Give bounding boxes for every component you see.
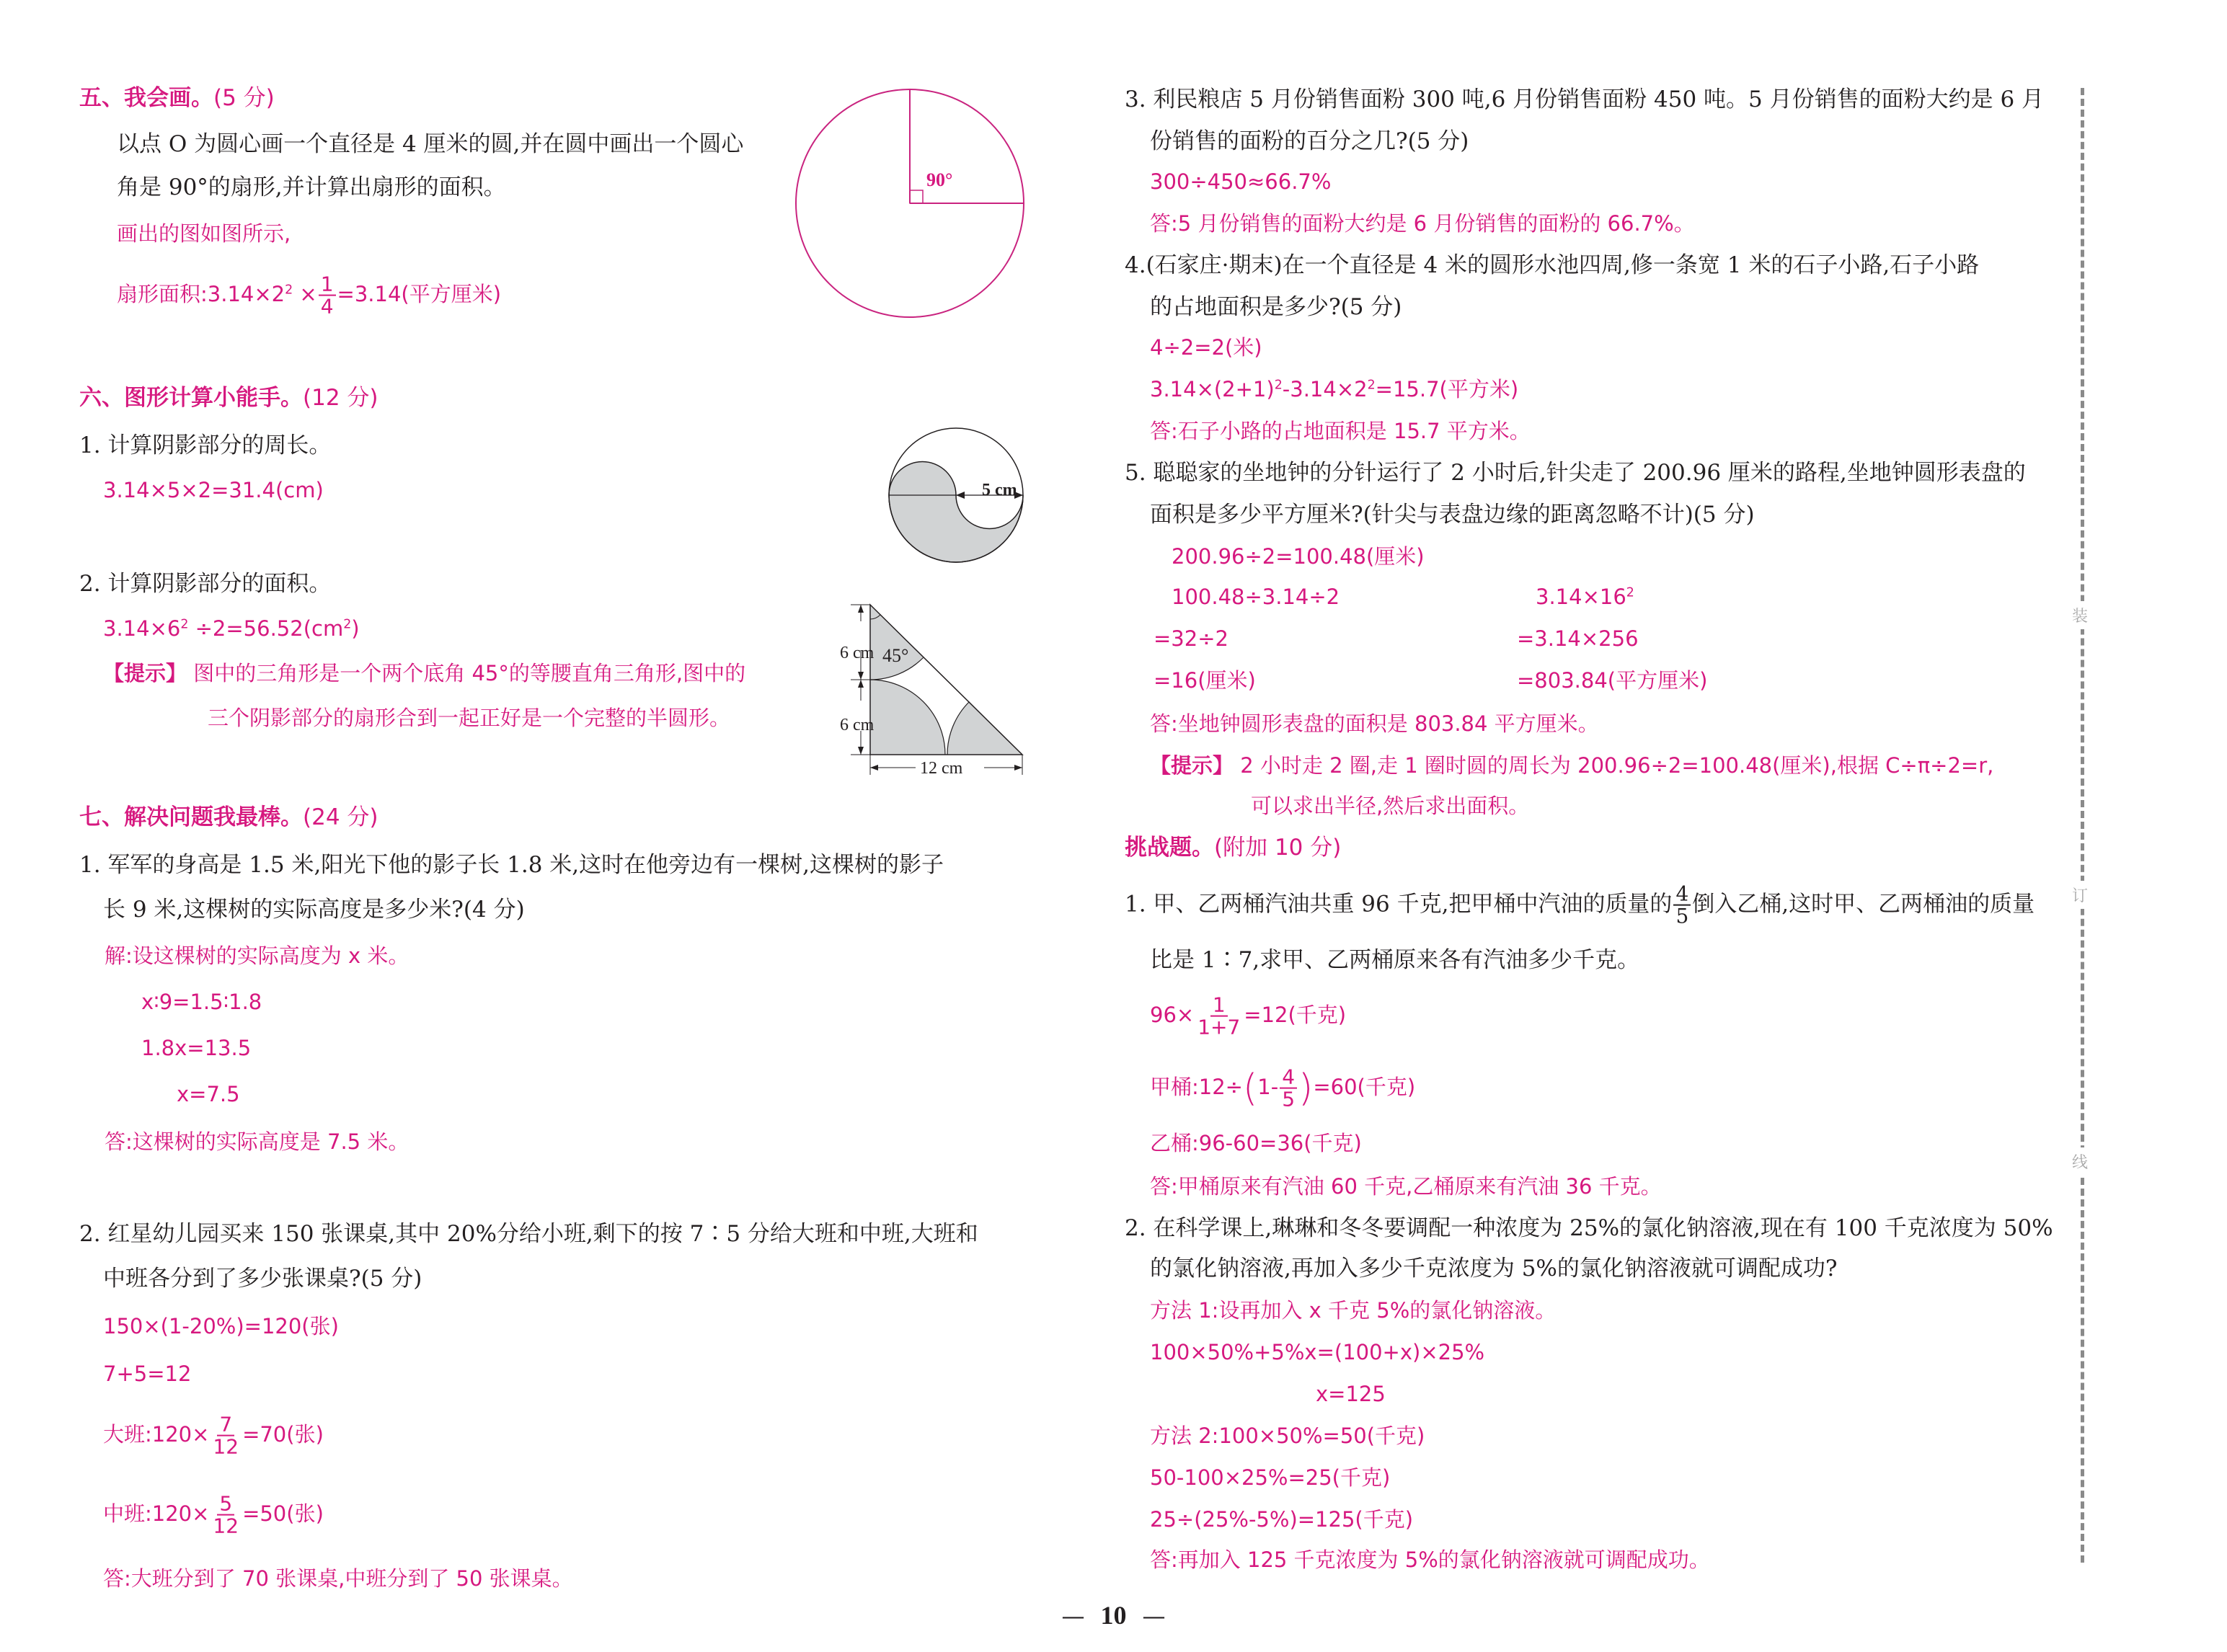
formula-part: -3.14×2 (1282, 377, 1368, 401)
s7-q1-line-2: 长 9 米,这棵树的实际高度是多少米?(4 分) (103, 897, 525, 923)
s7-q2-line-2: 中班各分到了多少张课桌?(5 分) (103, 1266, 422, 1292)
exponent: 2 (285, 283, 293, 298)
q3-line-2: 份销售的面粉的百分之几?(5 分) (1150, 128, 1469, 154)
challenge-heading (1125, 833, 1341, 862)
q4-line-1: 4.(石家庄·期末)在一个直径是 4 米的圆形水池四周,修一条宽 1 米的石子小路,石子小路 (1125, 252, 1980, 278)
challenge-2-answer-5: 50-100×25%=25(千克) (1150, 1465, 1391, 1490)
section-points: (24 分) (303, 804, 378, 830)
challenge-2-answer-7: 答:再加入 125 千克浓度为 5%的氯化钠溶液就可调配成功。 (1150, 1547, 1710, 1572)
q5-answer-4-right: =803.84(平方厘米) (1517, 668, 1708, 693)
numerator: 7 (217, 1414, 234, 1436)
denominator: 12 (213, 1435, 239, 1459)
q5-answer-3-left: =32÷2 (1154, 626, 1228, 651)
numerator: 5 (217, 1493, 234, 1516)
challenge-1-answer-4: 答:甲桶原来有汽油 60 千克,乙桶原来有汽油 36 千克。 (1150, 1174, 1662, 1199)
s7-q2-answer-5: 答:大班分到了 70 张课桌,中班分到了 50 张课桌。 (103, 1566, 573, 1591)
fraction (211, 1414, 241, 1458)
formula-part: 3.14×(2+1) (1150, 377, 1275, 401)
q5-answer-2-left: 100.48÷3.14÷2 (1172, 585, 1340, 609)
exponent: 2 (343, 617, 352, 632)
s6-answer-2 (103, 614, 360, 643)
denominator: 5 (1675, 905, 1689, 928)
formula-part: 3.14×16 (1536, 585, 1626, 609)
binding-dashed-line (2081, 88, 2084, 1563)
q4-answer-1: 4÷2=2(米) (1150, 335, 1262, 360)
challenge-1-answer-2 (1150, 1067, 1415, 1111)
numerator: 4 (1673, 884, 1691, 906)
section-points: (附加 10 分) (1214, 835, 1342, 861)
formula-part: =60(千克) (1313, 1075, 1416, 1099)
s7-q2-answer-2: 7+5=12 (103, 1362, 192, 1386)
q3-line-1: 3. 利民粮店 5 月份销售面粉 300 吨,6 月份销售面粉 450 吨。5 月份销售的面粉大约是 6 月 (1125, 86, 2045, 112)
denominator: 12 (213, 1514, 239, 1538)
s5-answer-formula (117, 274, 501, 318)
q5-hint-line-1 (1150, 751, 1993, 780)
q5-answer-1: 200.96÷2=100.48(厘米) (1172, 544, 1425, 569)
s7-q1-answer-1: 解:设这棵树的实际高度为 x 米。 (105, 943, 409, 968)
q4-answer-2 (1150, 375, 1518, 404)
s5-answer-line-1: 画出的图如图所示, (117, 221, 291, 246)
s5-question-line-2: 角是 90°的扇形,并计算出扇形的面积。 (117, 174, 506, 200)
section-points: (12 分) (303, 385, 378, 411)
q4-answer-3: 答:石子小路的占地面积是 15.7 平方米。 (1150, 419, 1531, 443)
s7-q2-line-1: 2. 红星幼儿园买来 150 张课桌,其中 20%分给小班,剩下的按 7∶5 分给大班和中班,大班和 (79, 1221, 978, 1247)
challenge-2-line-2: 的氯化钠溶液,再加入多少千克浓度为 5%的氯化钠溶液就可调配成功? (1150, 1256, 1838, 1282)
fraction (211, 1493, 241, 1537)
question-text: 倒入乙桶,这时甲、乙两桶油的质量 (1692, 891, 2035, 918)
fraction (319, 274, 336, 318)
q5-hint-line-2: 可以求出半径,然后求出面积。 (1251, 794, 1530, 818)
binding-mark-ding: 订 (2072, 881, 2088, 909)
q5-answer-5: 答:坐地钟圆形表盘的面积是 803.84 平方厘米。 (1150, 711, 1599, 736)
challenge-1-answer-1 (1150, 992, 1347, 1039)
formula-part: 1- (1257, 1075, 1279, 1099)
q5-answer-4-left: =16(厘米) (1154, 668, 1256, 693)
fraction (1195, 992, 1242, 1039)
hint-text: 2 小时走 2 圈,走 1 圈时圆的周长为 200.96÷2=100.48(厘米),根据 C÷π÷2=r, (1240, 753, 1994, 778)
s7-q2-answer-1: 150×(1-20%)=120(张) (103, 1314, 339, 1338)
hint-tag: 【提示】 (1150, 753, 1234, 778)
s6-question-1: 1. 计算阴影部分的周长。 (79, 432, 332, 458)
challenge-1-line-2: 比是 1∶7,求甲、乙两桶原来各有汽油多少千克。 (1150, 947, 1640, 973)
formula-part: =3.14(平方厘米) (337, 282, 502, 306)
section-title: 七、解决问题我最棒。 (79, 804, 303, 830)
big-paren-right: ) (1298, 1067, 1314, 1110)
formula-part: ÷2=56.52(cm (188, 616, 344, 641)
figure-label-5cm: 5 cm (982, 481, 1017, 499)
section-points: (5 分) (213, 85, 275, 111)
challenge-2-answer-1: 方法 1:设再加入 x 千克 5%的氯化钠溶液。 (1150, 1298, 1557, 1323)
challenge-2-answer-6: 25÷(25%-5%)=125(千克) (1150, 1507, 1414, 1532)
exponent: 2 (1367, 378, 1376, 393)
figure-label-6cm-bottom: 6 cm (840, 716, 875, 734)
exponent: 2 (1274, 378, 1283, 393)
challenge-2-answer-3: x=125 (1316, 1382, 1386, 1406)
numerator: 4 (1280, 1067, 1297, 1089)
s6-question-2: 2. 计算阴影部分的面积。 (79, 571, 332, 597)
s6-hint-line-1 (103, 659, 745, 688)
s5-question-line-1: 以点 O 为圆心画一个直径是 4 厘米的圆,并在圆中画出一个圆心 (117, 131, 744, 157)
s7-q1-answer-4: x=7.5 (177, 1082, 240, 1106)
numerator: 1 (1210, 995, 1228, 1017)
figure-label-45deg: 45° (882, 645, 909, 666)
section-5-heading (79, 84, 275, 112)
challenge-1-answer-3: 乙桶:96-60=36(千克) (1150, 1131, 1362, 1155)
figure-label-6cm-top: 6 cm (840, 644, 875, 662)
q3-answer-1: 300÷450≈66.7% (1150, 169, 1332, 194)
formula-part: 扇形面积:3.14×2 (117, 282, 285, 306)
challenge-2-answer-2: 100×50%+5%x=(100+x)×25% (1150, 1340, 1485, 1364)
challenge-2-answer-4: 方法 2:100×50%=50(千克) (1150, 1424, 1425, 1448)
s7-q1-answer-2: x∶9=1.5∶1.8 (141, 990, 262, 1014)
s7-q1-answer-5: 答:这棵树的实际高度是 7.5 米。 (105, 1129, 409, 1154)
s6-answer-1: 3.14×5×2=31.4(cm) (103, 478, 324, 502)
denominator: 5 (1282, 1088, 1296, 1111)
fraction (1673, 881, 1691, 928)
challenge-2-line-1: 2. 在科学课上,琳琳和冬冬要调配一种浓度为 25%的氯化钠溶液,现在有 100 千克浓度为 50% (1125, 1215, 2053, 1241)
formula-part: 甲桶:12÷ (1150, 1075, 1243, 1099)
formula-part: 3.14×6 (103, 616, 181, 641)
hint-tag: 【提示】 (103, 661, 187, 685)
s7-q1-answer-3: 1.8x=13.5 (141, 1036, 252, 1060)
formula-part: =15.7(平方米) (1375, 377, 1519, 401)
denominator: 4 (320, 295, 334, 319)
numerator: 1 (319, 274, 336, 296)
circle-sector-figure (793, 86, 1027, 321)
section-6-heading (79, 383, 378, 412)
figure-label-12cm: 12 cm (920, 759, 963, 778)
binding-mark-zhuang: 装 (2072, 601, 2088, 629)
page-number: 10 (1100, 1601, 1127, 1630)
footer-dash-left: — (1061, 1602, 1085, 1630)
question-text: 1. 甲、乙两桶汽油共重 96 千克,把甲桶中汽油的质量的 (1125, 891, 1673, 918)
angle-label-90: 90° (926, 169, 953, 190)
binding-mark-xian: 线 (2072, 1147, 2088, 1176)
s7-q1-line-1: 1. 军军的身高是 1.5 米,阳光下他的影子长 1.8 米,这时在他旁边有一棵树,这棵树的影子 (79, 852, 944, 878)
page-footer (0, 1600, 2227, 1630)
s7-q2-answer-3 (103, 1414, 324, 1458)
formula-part: =12(千克) (1244, 1003, 1347, 1027)
denominator: 1+7 (1197, 1016, 1241, 1039)
formula-part: =50(张) (242, 1501, 324, 1526)
q5-line-1: 5. 聪聪家的坐地钟的分针运行了 2 小时后,针尖走了 200.96 厘米的路程,坐地钟圆形表盘的 (1125, 460, 2026, 486)
q5-line-2: 面积是多少平方厘米?(针尖与表盘边缘的距离忽略不计)(5 分) (1150, 502, 1755, 528)
exponent: 2 (180, 617, 189, 632)
q5-answer-2-right (1536, 582, 1634, 611)
formula-part: 中班:120× (103, 1501, 210, 1526)
q4-line-2: 的占地面积是多少?(5 分) (1150, 294, 1402, 320)
s7-q2-answer-4 (103, 1493, 324, 1537)
footer-dash-right: — (1142, 1602, 1166, 1630)
hint-text: 图中的三角形是一个两个底角 45°的等腰直角三角形,图中的 (193, 661, 746, 685)
exponent: 2 (1626, 585, 1634, 600)
s6-hint-line-2: 三个阴影部分的扇形合到一起正好是一个完整的半圆形。 (208, 706, 731, 730)
formula-part: × (293, 282, 317, 306)
section-title: 挑战题。 (1125, 835, 1214, 861)
section-7-heading (79, 803, 378, 832)
section-title: 五、我会画。 (79, 85, 213, 111)
q3-answer-2: 答:5 月份销售的面粉大约是 6 月份销售的面粉的 66.7%。 (1150, 211, 1695, 236)
section-title: 六、图形计算小能手。 (79, 385, 303, 411)
formula-part: 96× (1150, 1003, 1195, 1027)
challenge-1-line-1 (1125, 881, 2035, 928)
formula-part: ) (351, 616, 360, 641)
formula-part: =70(张) (242, 1422, 324, 1447)
fraction (1280, 1067, 1297, 1111)
q5-answer-3-right: =3.14×256 (1517, 626, 1639, 651)
big-paren-left: ( (1242, 1067, 1258, 1110)
formula-part: 大班:120× (103, 1422, 210, 1447)
